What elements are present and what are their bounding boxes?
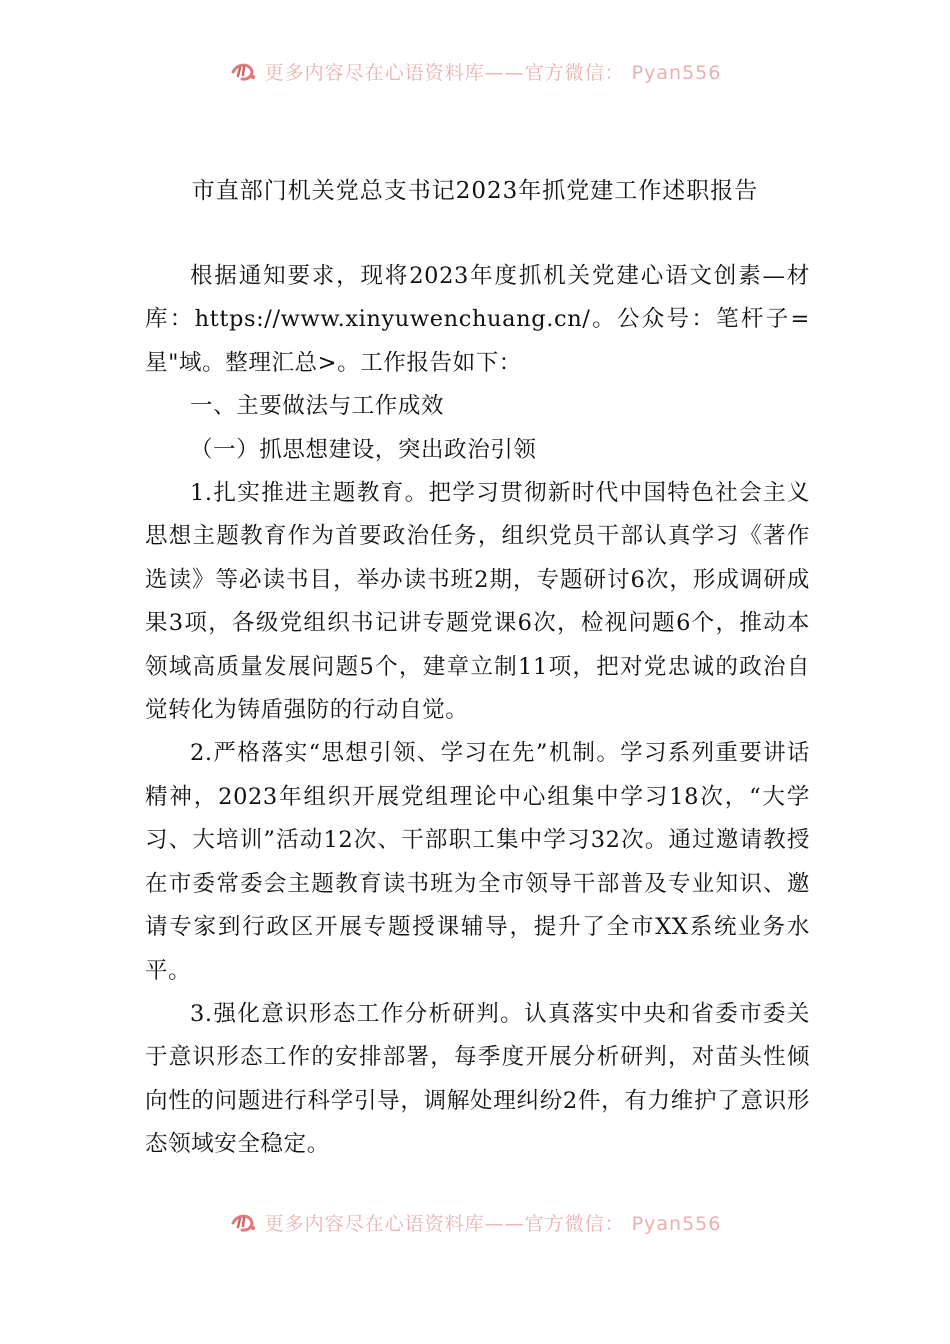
watermark-logo-icon <box>229 1211 259 1233</box>
body-paragraph: 3.强化意识形态工作分析研判。认真落实中央和省委市委关于意识形态工作的安排部署，每季度开展分析研判，对苗头性倾向性的问题进行科学引导，调解处理纠纷2件，有力维护了意识形态领域安全稳定。 <box>145 1000 810 1158</box>
body-paragraph: 1.扎实推进主题教育。把学习贯彻新时代中国特色社会主义思想主题教育作为首要政治任务，组织党员干部认真学习《著作选读》等必读书目，举办读书班2期，专题研讨6次，形成调研成果3项，各级党组织书记讲专题党课6次，检视问题6个，推动本领域高质量发展问题5个，建章立制11项，把对党忠诚的政治自觉转化为铸盾强防的行动自觉。 <box>145 480 810 724</box>
section-heading: 一、主要做法与工作成效 <box>190 393 445 420</box>
document-body <box>145 255 810 1167</box>
watermark-text: 更多内容尽在心语资料库——官方微信： Pyan556 <box>264 61 722 84</box>
subsection-heading: （一）抓思想建设，突出政治引领 <box>190 436 537 463</box>
page-title: 市直部门机关党总支书记2023年抓党建工作述职报告 <box>191 178 759 204</box>
watermark-logo-icon <box>229 60 259 82</box>
watermark-text: 更多内容尽在心语资料库——官方微信： Pyan556 <box>264 1212 722 1235</box>
header-watermark <box>0 54 950 88</box>
footer-watermark <box>0 1205 950 1239</box>
intro-paragraph: 根据通知要求，现将2023年度抓机关党建心语文创素—材库：https://www.xinyuwenchuang.cn/。公众号：笔杆子=星"域。整理汇总>。工作报告如下： <box>145 263 810 376</box>
body-paragraph: 2.严格落实“思想引领、学习在先”机制。学习系列重要讲话精神，2023年组织开展党组理论中心组集中学习18次，“大学习、大培训”活动12次、干部职工集中学习32次。通过邀请教授在市委常委会主题教育读书班为全市领导干部普及专业知识、邀请专家到行政区开展专题授课辅导，提升了全市XX系统业务水平。 <box>145 740 810 984</box>
